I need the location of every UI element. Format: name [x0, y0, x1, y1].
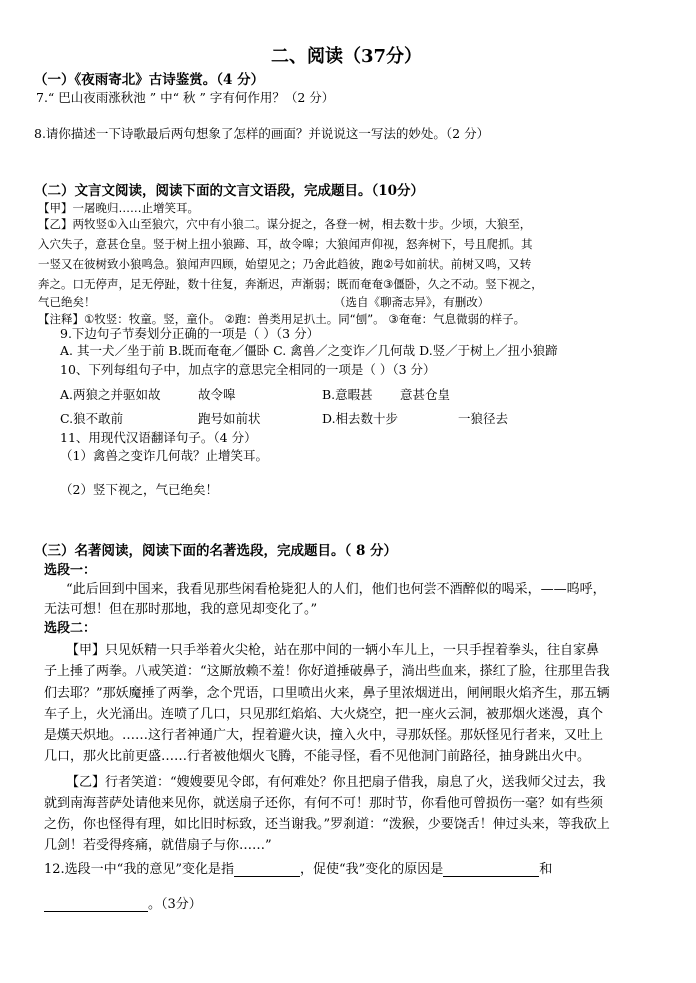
excerpt-yi-line: 就到南海菩萨处请他来见你，就送扇子还你，有何不可！那时节，你看他可曾损伤一毫？如有些须 [44, 796, 604, 811]
question-11-2: （2）竖下视之，气已绝矣！ [60, 482, 218, 497]
selection-1-line: 无法可想！但在那时那地，我的意见却变化了。” [44, 602, 318, 617]
question-9: 9.下边句子节奏划分正确的一项是（ ）（3 分） [60, 326, 320, 341]
q10-option-a: A.两狼之并驱如故 [60, 387, 161, 402]
passage-yi-line: 奔之。口无停声，足无停趾，数十往复，奔渐迟，声渐弱；既而奄奄③僵卧，久之不动。竖下视之， [38, 277, 543, 291]
question-12 [44, 858, 552, 877]
q10-option-d: D.相去数十步 [322, 411, 399, 426]
excerpt-jia-line: 子上捶了两拳。八戒笑道：“这厮放赖不羞！你好道捶破鼻子，淌出些血来，搽红了脸，往那里告我 [44, 664, 610, 679]
q12-text-3: 和 [539, 862, 553, 877]
passage-yi-line: 一竖又在彼树致小狼鸣急。狼闻声四顾，始望见之；乃舍此趋彼，跑②号如前状。前树又鸣，又转 [38, 257, 532, 271]
answer-blank[interactable] [44, 896, 148, 912]
answer-blank[interactable] [234, 861, 300, 877]
answer-blank[interactable] [443, 861, 539, 877]
excerpt-jia-line: 几口，那火比前更盛……行者被他烟火飞腾，不能寻怪，看不见他洞门前路径，抽身跳出火中。 [44, 749, 591, 764]
q12-text-1: 12.选段一中“我的意见”变化是指 [44, 862, 234, 877]
excerpt-jia-line: 【甲】只见妖精一只手举着火尖枪，站在那中间的一辆小车儿上，一只手捏着拳头，往自家鼻 [66, 643, 600, 658]
question-10: 10、下列每组句子中，加点字的意思完全相同的一项是（ ）（3 分） [60, 362, 436, 377]
selection-1-label: 选段一： [44, 563, 97, 578]
selection-1-line: “此后回到中国来，我看见那些闲看枪毙犯人的人们，他们也何尝不酒醉似的喝采，——呜呼， [66, 582, 606, 597]
sec1-heading: （一）《夜雨寄北》古诗鉴赏。（4 分） [34, 72, 265, 88]
excerpt-yi-line: 几剑！若受得疼痛，就借扇子与你……” [44, 838, 272, 853]
q12-text-2: ，促使“我”变化的原因是 [299, 862, 444, 877]
q10-option-c: C.狼不敢前 [60, 411, 124, 426]
sec3-heading: （三）名著阅读，阅读下面的名著选段，完成题目。（ 8 分） [34, 543, 398, 559]
question-8: 8.请你描述一下诗歌最后两句想象了怎样的画面？并说说这一写法的妙处。（2 分） [34, 126, 490, 141]
question-9-options: A. 其一犬／坐于前 B.既而奄奄／僵卧 C. 禽兽／之变诈／几何哉 D.竖／于树上／扭小狼蹄 [60, 343, 558, 358]
excerpt-jia-line: 是熯天炽地。……这行者神通广大，捏着避火诀，撞入火中，寻那妖怪。那妖怪见行者来，又吐上 [44, 728, 604, 743]
selection-2-label: 选段二： [44, 621, 97, 636]
sec2-heading: （二）文言文阅读，阅读下面的文言文语段，完成题目。（10分） [34, 183, 425, 199]
passage-yi-line: 气已绝矣！ [38, 295, 96, 309]
passage-source: （选自《聊斋志异》，有删改） [334, 295, 490, 309]
excerpt-jia-line: 们去耶？”那妖魔捶了两拳，念个咒语，口里喷出火来，鼻子里浓烟迸出，闸闸眼火焰齐生，那五辆 [44, 686, 610, 701]
excerpt-jia-line: 车子上，火光涌出。连喷了几口，只见那红焰焰、大火烧空，把一座火云洞，被那烟火迷漫，真个 [44, 707, 604, 722]
annotation-note: 【注释】①牧竖：牧童。竖，童仆。 ②跑：兽类用足扒土。同“刨”。 ③奄奄：气息微弱的样子。 [38, 312, 526, 326]
passage-yi-line: 【乙】两牧竖①入山至狼穴，穴中有小狼二。谋分捉之，各登一树，相去数十步。少顷，大狼至， [38, 217, 532, 231]
q12-text-4: 。（3分） [148, 897, 202, 912]
q10-option-b-2: 意甚仓皇 [400, 387, 451, 402]
question-7: 7.“ 巴山夜雨涨秋池 ” 中“ 秋 ” 字有何作用？（2 分） [36, 90, 335, 105]
question-11-1: （1）禽兽之变诈几何哉？止增笑耳。 [60, 448, 268, 463]
question-11: 11、用现代汉语翻译句子。（4 分） [60, 430, 257, 445]
q10-option-a-2: 故令嗥 [198, 387, 236, 402]
section-title: 二、阅读（37分） [271, 46, 423, 67]
q10-option-b: B.意暇甚 [322, 387, 373, 402]
question-12-cont [44, 893, 202, 912]
excerpt-yi-line: 【乙】行者笑道：“嫂嫂要见令郎，有何难处？你且把扇子借我，扇息了火，送我师父过去，我 [66, 775, 606, 790]
q10-option-c-2: 跑号如前状 [198, 411, 261, 426]
excerpt-yi-line: 之伤，你也怪得有理，如比旧时标致，还当谢我。”罗刹道：“泼猴，少要饶舌！伸过头来，等我砍上 [44, 817, 610, 832]
passage-yi-line: 入穴失子，意甚仓皇。竖于树上扭小狼蹄、耳，故令嗥；大狼闻声仰视，怒奔树下，号且爬抓。其 [38, 237, 533, 251]
passage-jia: 【甲】一屠晚归……止增笑耳。 [38, 201, 199, 215]
q10-option-d-2: 一狼径去 [458, 411, 509, 426]
